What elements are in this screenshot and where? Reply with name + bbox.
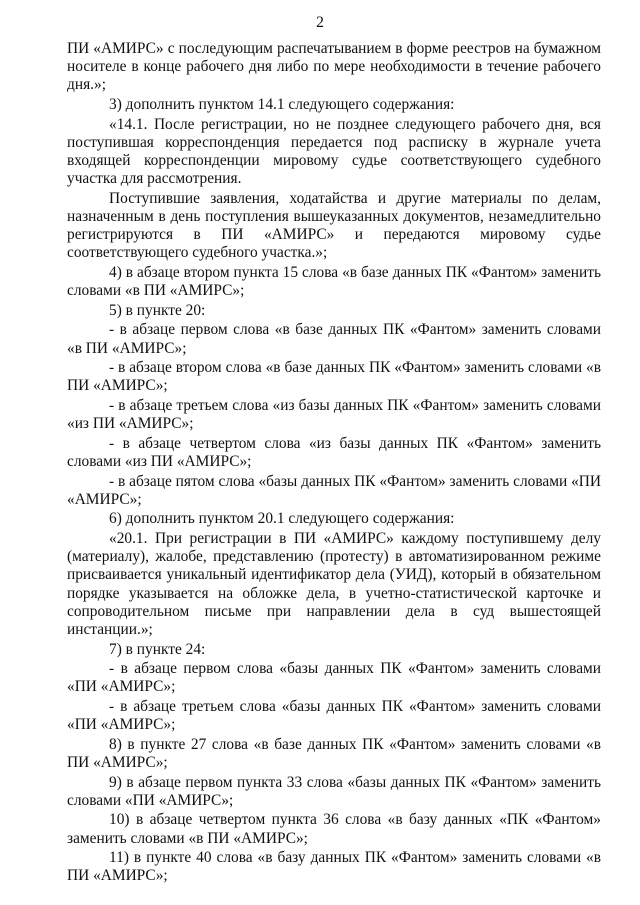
document-paragraph: 11) в пункте 40 слова «в базу данных ПК «Фантом» заменить словами «в ПИ «АМИРС»; [67, 849, 601, 885]
document-paragraph: - в абзаце пятом слова «базы данных ПК «Фантом» заменить словами «ПИ «АМИРС»; [67, 472, 601, 508]
document-body [67, 40, 601, 887]
document-paragraph: - в абзаце первом слова «в базе данных ПК «Фантом» заменить словами «в ПИ «АМИРС»; [67, 321, 601, 357]
document-paragraph: - в абзаце четвертом слова «из базы данных ПК «Фантом» заменить словами «из ПИ «АМИРС»; [67, 434, 601, 470]
document-paragraph: 7) в пункте 24: [109, 640, 206, 658]
document-paragraph: 10) в абзаце четвертом пункта 36 слова «в базу данных «ПК «Фантом» заменить словами «в ПИ «АМИРС»; [67, 811, 601, 847]
document-paragraph: Поступившие заявления, ходатайства и другие материалы по делам, назначенным в день поступления вышеуказанных документов, незамедлительно регистрируются в ПИ «АМИРС» и передаются мировому судье соответствующего судебного участка.»; [67, 189, 601, 262]
document-paragraph: «14.1. После регистрации, но не позднее следующего рабочего дня, вся поступившая корреспонденция передается под расписку в журнале учета входящей корреспонденции мировому судье соответствующего судебного участка для рассмотрения. [67, 115, 601, 188]
document-paragraph: 6) дополнить пунктом 20.1 следующего содержания: [109, 510, 455, 528]
document-paragraph: 5) в пункте 20: [109, 301, 206, 319]
document-paragraph: «20.1. При регистрации в ПИ «АМИРС» каждому поступившему делу (материалу), жалобе, представлению (протесту) в автоматизированном режиме присваивается уникальный идентификатор дела (УИД), который в обязательном порядке указывается на обложке дела, в учетно-статистической карточке и сопроводительном письме при направлении дела в суд вышестоящей инстанции.»; [67, 529, 601, 638]
document-paragraph: - в абзаце третьем слова «из базы данных ПК «Фантом» заменить словами «из ПИ «АМИРС»; [67, 396, 601, 433]
document-paragraph: - в абзаце втором слова «в базе данных ПК «Фантом» заменить словами «в ПИ «АМИРС»; [67, 359, 601, 395]
document-paragraph: - в абзаце первом слова «базы данных ПК «Фантом» заменить словами «ПИ «АМИРС»; [67, 660, 601, 696]
document-paragraph: 3) дополнить пунктом 14.1 следующего содержания: [109, 96, 455, 113]
document-paragraph: 4) в абзаце втором пункта 15 слова «в базе данных ПК «Фантом» заменить словами «в ПИ «АМИРС»; [67, 264, 601, 300]
page-number: 2 [316, 14, 324, 31]
document-paragraph: - в абзаце третьем слова «базы данных ПК «Фантом» заменить словами «ПИ «АМИРС»; [67, 697, 601, 734]
document-paragraph: 9) в абзаце первом пункта 33 слова «базы данных ПК «Фантом» заменить словами «ПИ «АМИРС»; [67, 773, 601, 809]
document-paragraph: 8) в пункте 27 слова «в базе данных ПК «Фантом» заменить словами «в ПИ «АМИРС»; [67, 735, 601, 771]
document-paragraph: ПИ «АМИРС» с последующим распечатыванием в форме реестров на бумажном носителе в конце рабочего дня либо по мере необходимости в течение рабочего дня.»; [67, 40, 601, 94]
